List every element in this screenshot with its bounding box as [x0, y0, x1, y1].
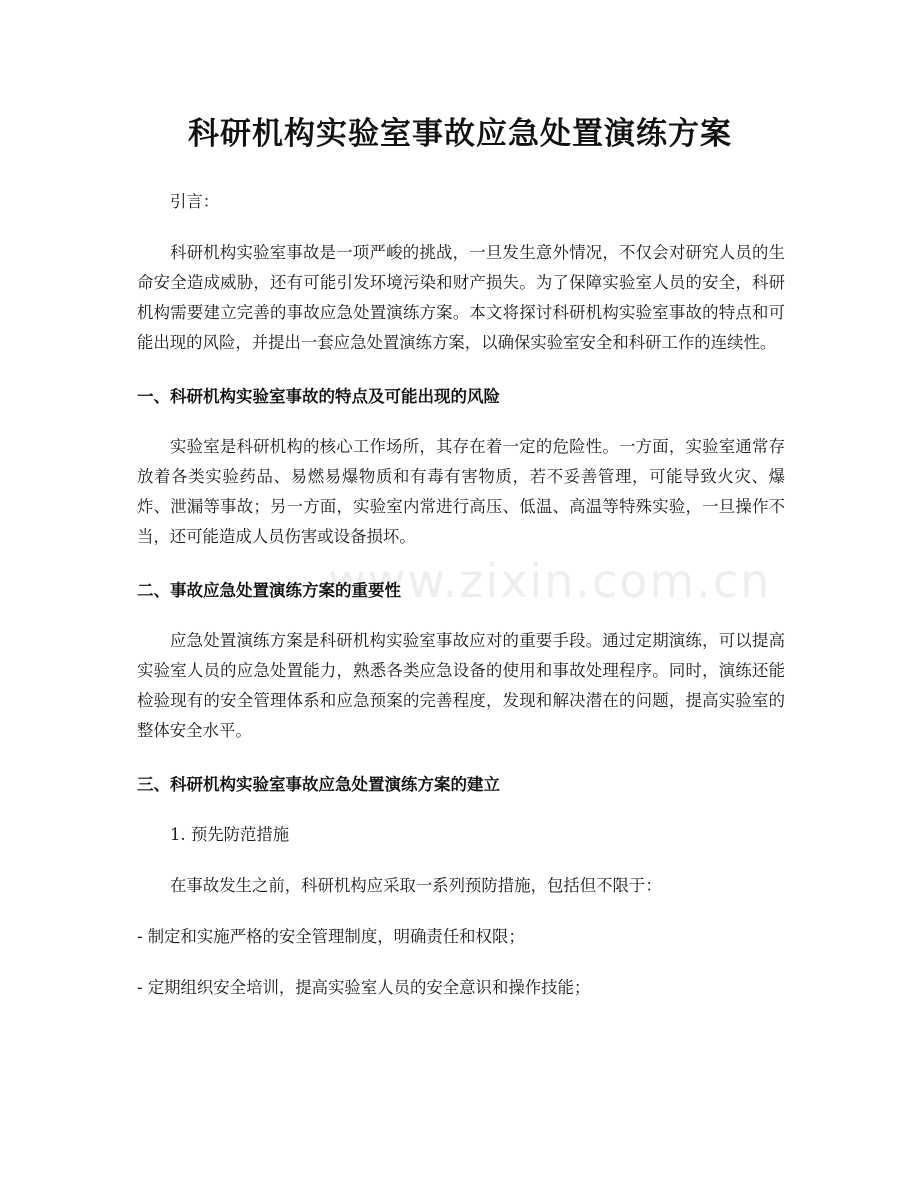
section-2-heading: 二、事故应急处置演练方案的重要性 — [137, 581, 401, 600]
section-3-heading: 三、科研机构实验室事故应急处置演练方案的建立 — [137, 775, 500, 794]
watermark-text: www.zixin.com.cn — [328, 554, 772, 608]
intro-paragraph: 科研机构实验室事故是一项严峻的挑战，一旦发生意外情况，不仅会对研究人员的生命安全造成威胁，还有可能引发环境污染和财产损失。为了保障实验室人员的安全，科研机构需要建立完善的事故应急处置演练方案。本文将探讨科研机构实验室事故的特点和可能出现的风险，并提出一套应急处置演练方案，以确保实验室安全和科研工作的连续性。 — [137, 243, 785, 352]
document-title: 科研机构实验室事故应急处置演练方案 — [188, 116, 732, 152]
section-3-subheading: 1. 预先防范措施 — [170, 825, 290, 844]
section-1-paragraph: 实验室是科研机构的核心工作场所，其存在着一定的危险性。一方面，实验室通常存放着各类实验药品、易燃易爆物质和有毒有害物质，若不妥善管理，可能导致火灾、爆炸、泄漏等事故；另一方面，实验室内常进行高压、低温、高温等特殊实验，一旦操作不当，还可能造成人员伤害或设备损坏。 — [137, 437, 785, 546]
section-2-paragraph: 应急处置演练方案是科研机构实验室事故应对的重要手段。通过定期演练，可以提高实验室人员的应急处置能力，熟悉各类应急设备的使用和事故处理程序。同时，演练还能检验现有的安全管理体系和应急预案的完善程度，发现和解决潜在的问题，提高实验室的整体安全水平。 — [137, 631, 785, 740]
section-3-paragraph: 在事故发生之前，科研机构应采取一系列预防措施，包括但不限于： — [170, 876, 662, 895]
section-1-heading: 一、科研机构实验室事故的特点及可能出现的风险 — [137, 387, 500, 406]
document-body — [137, 187, 785, 1003]
bullet-item: - 定期组织安全培训，提高实验室人员的安全意识和操作技能； — [137, 978, 591, 997]
bullet-item: - 制定和实施严格的安全管理制度，明确责任和权限； — [137, 927, 525, 946]
intro-label: 引言： — [170, 192, 220, 211]
